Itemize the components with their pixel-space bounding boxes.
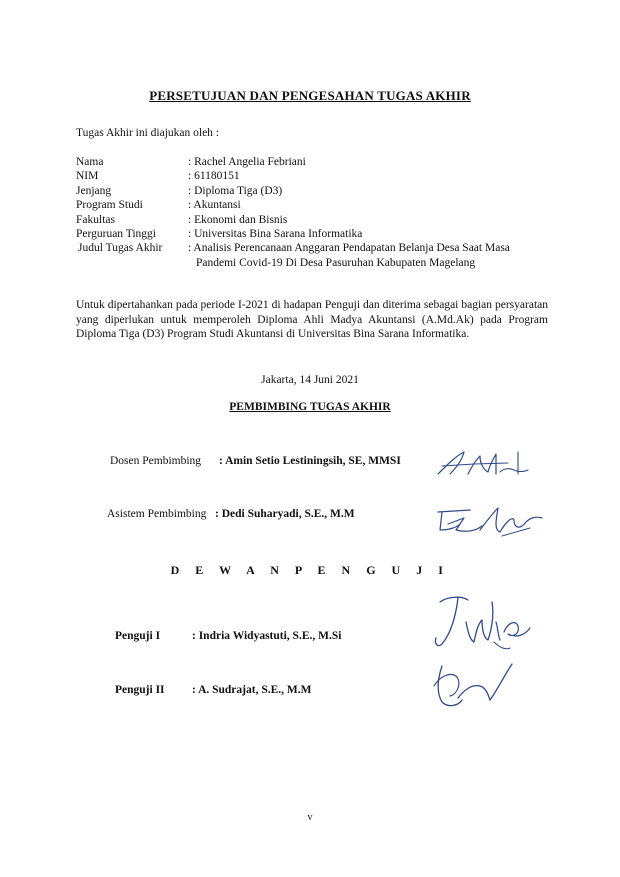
identity-row-program-studi <box>76 198 516 212</box>
identity-value: : Akuntansi <box>188 199 241 212</box>
identity-value: : Universitas Bina Sarana Informatika <box>188 228 363 241</box>
identity-label: Judul Tugas Akhir <box>78 242 163 255</box>
pembimbing-heading: PEMBIMBING TUGAS AKHIR <box>229 401 391 413</box>
identity-value: : Ekonomi dan Bisnis <box>188 213 288 226</box>
identity-label: Perguruan Tinggi <box>76 228 156 241</box>
identity-label: Jenjang <box>76 184 112 197</box>
penguji1-name: : Indria Widyastuti, S.E., M.Si <box>192 630 342 642</box>
identity-value: : Diploma Tiga (D3) <box>188 184 283 197</box>
page-title: PERSETUJUAN DAN PENGESAHAN TUGAS AKHIR <box>149 88 471 103</box>
identity-table <box>76 155 516 270</box>
identity-value <box>173 241 516 270</box>
identity-row-nama <box>76 155 516 169</box>
dosen-label: Dosen Pembimbing <box>110 455 202 467</box>
penguji1-signature-icon <box>428 592 538 654</box>
date-line: Jakarta, 14 Juni 2021 <box>261 374 359 386</box>
penguji2-label: Penguji II <box>115 684 165 696</box>
dewan-heading: D E W A N P E N G U J I <box>170 563 450 577</box>
identity-row-fakultas <box>76 213 516 227</box>
identity-row-jenjang <box>76 184 516 198</box>
identity-row-perguruan-tinggi <box>76 227 516 241</box>
identity-label: Nama <box>76 156 104 168</box>
identity-value: : 61180151 <box>188 170 240 183</box>
identity-value: : Rachel Angelia Febriani <box>188 156 306 168</box>
identity-row-nim <box>76 169 516 183</box>
penguji2-name: : A. Sudrajat, S.E., M.M <box>192 684 312 696</box>
asisten-signature-icon <box>434 500 546 540</box>
asisten-label: Asistem Pembimbing <box>107 508 207 520</box>
dosen-signature-icon <box>434 446 534 480</box>
identity-label: NIM <box>76 170 99 183</box>
identity-label: Program Studi <box>76 199 143 212</box>
identity-row-judul <box>76 241 516 270</box>
identity-label: Fakultas <box>76 213 115 226</box>
dosen-name: : Amin Setio Lestiningsih, SE, MMSI <box>219 455 401 467</box>
penguji1-label: Penguji I <box>115 630 161 642</box>
intro-text: Tugas Akhir ini diajukan oleh : <box>76 127 220 139</box>
asisten-name: : Dedi Suharyadi, S.E., M.M <box>215 508 355 520</box>
purpose-paragraph: Untuk dipertahankan pada periode I-2021 di hadapan Penguji dan diterima sebagai bagian persyaratan yang diperlukan untuk memperoleh Diploma Ahli Madya Akuntansi (A.Md.Ak) pada Program Diploma Tiga (D3) Program Studi Akuntansi di Universitas Bina Sarana Informatika. <box>76 299 548 341</box>
thesis-title: : Analisis Perencanaan Anggaran Pendapatan Belanja Desa Saat Masa Pandemi Covid-19 Di Desa Pasuruhan Kabupaten Magelang <box>188 242 510 269</box>
penguji2-signature-icon <box>428 656 524 712</box>
page-number: v <box>307 812 313 823</box>
